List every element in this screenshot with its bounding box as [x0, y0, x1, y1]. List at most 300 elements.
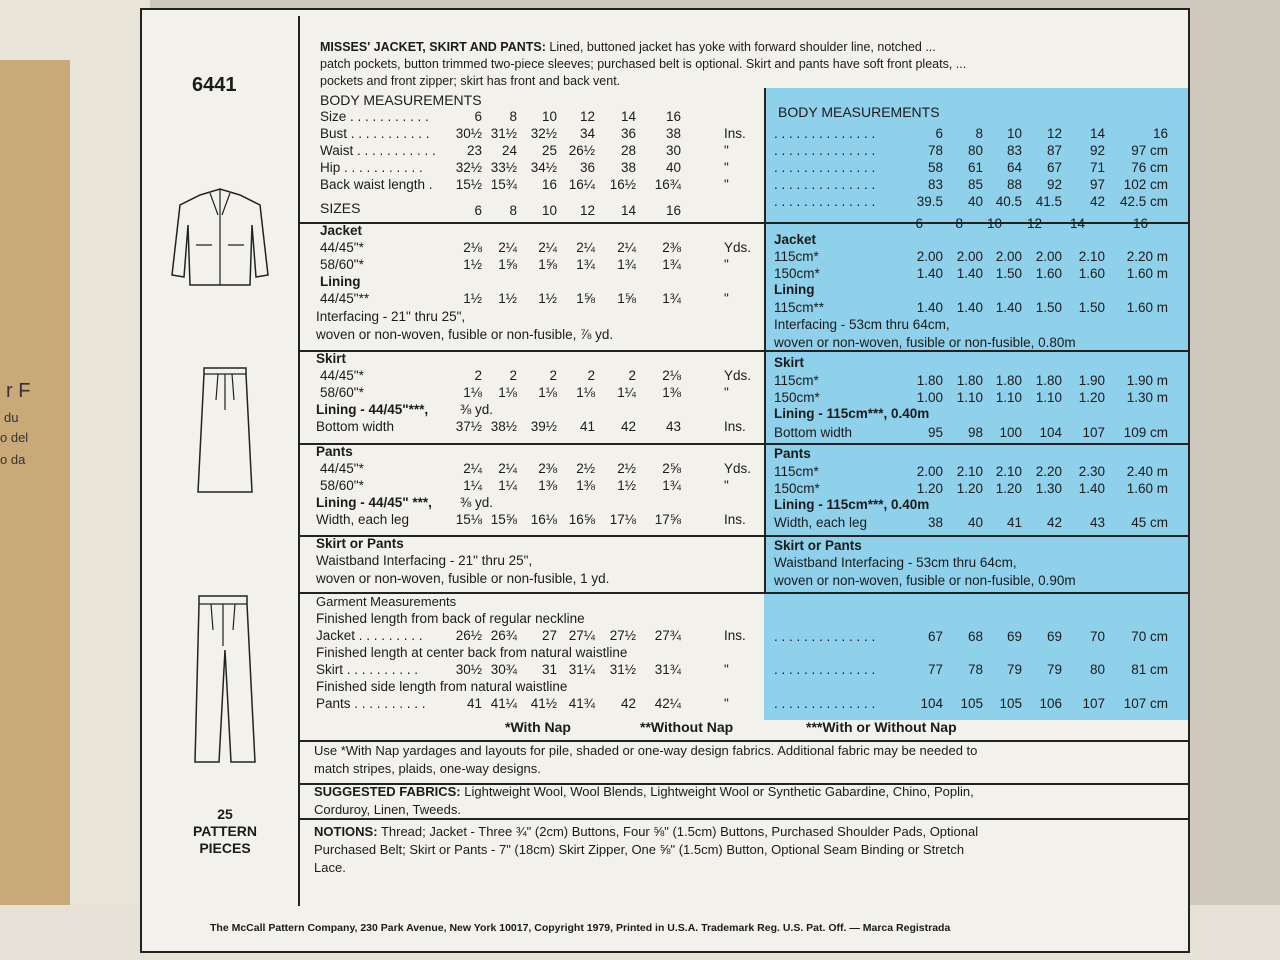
metric-value: 2.00 — [916, 464, 943, 479]
suggested-fabrics: Corduroy, Linen, Tweeds. — [314, 802, 461, 817]
row-label: 44/45"* — [320, 461, 364, 476]
metric-value: 102 cm — [1123, 177, 1168, 192]
imperial-value: 38 — [665, 126, 681, 141]
metric-value: 88 — [1006, 177, 1022, 192]
metric-value: 1.60 m — [1126, 266, 1168, 281]
metric-value: 69 — [1046, 629, 1062, 644]
imperial-value: 1⅜ — [576, 478, 595, 493]
metric-value: 104 — [1039, 425, 1062, 440]
metric-value: 1.20 — [1078, 390, 1105, 405]
imperial-value: 17⅝ — [654, 512, 681, 527]
metric-value: 42.5 cm — [1119, 194, 1168, 209]
metric-value: 69 — [1006, 629, 1022, 644]
imperial-value: 30 — [665, 143, 681, 158]
imperial-value: 1⅝ — [538, 257, 557, 272]
unit-label: " — [724, 257, 729, 272]
metric-value: 70 — [1089, 629, 1105, 644]
imperial-value: 31½ — [609, 662, 636, 677]
row-label: 115cm** — [774, 300, 825, 315]
nap-note: ***With or Without Nap — [806, 719, 957, 735]
imperial-value: 1⅝ — [576, 291, 595, 306]
lining-note: Lining - 44/45"***, — [316, 402, 429, 417]
section-label: Skirt — [316, 351, 347, 366]
size-value: 16 — [665, 203, 681, 218]
metric-value: 2.40 m — [1126, 464, 1168, 479]
imperial-value: 30½ — [455, 662, 482, 677]
metric-value: 8 — [975, 126, 983, 141]
metric-value: 67 — [927, 629, 943, 644]
metric-value: 2.00 — [956, 249, 983, 264]
imperial-value: 31¾ — [654, 662, 681, 677]
metric-value: 1.20 — [916, 481, 943, 496]
unit-label: Ins. — [724, 126, 746, 141]
imperial-value: 25 — [541, 143, 557, 158]
metric-value: 1.40 — [916, 300, 943, 315]
row-label: 44/45"* — [320, 368, 364, 383]
notions: Lace. — [314, 860, 346, 875]
size-value: 6 — [474, 109, 482, 124]
metric-value: 1.20 — [995, 481, 1022, 496]
metric-value: 39.5 — [916, 194, 943, 209]
interfacing-note: Interfacing - 21" thru 25", — [316, 309, 466, 324]
unit-label: " — [724, 177, 729, 192]
metric-value: 78 — [967, 662, 983, 677]
section-label: Pants — [316, 444, 353, 459]
section-label: Lining — [320, 274, 361, 289]
size-value: 16 — [665, 109, 681, 124]
lining-note: Lining - 115cm***, 0.40m — [774, 406, 930, 421]
imperial-value: 23 — [466, 143, 482, 158]
size-value: 12 — [1026, 216, 1042, 231]
size-value: 8 — [509, 203, 517, 218]
metric-value: 10 — [1006, 126, 1022, 141]
size-value: 10 — [541, 109, 557, 124]
imperial-value: 1⅝ — [617, 291, 636, 306]
row-label: . . . . . . . . . . . . . . — [774, 126, 876, 141]
imperial-value: 1½ — [617, 478, 636, 493]
imperial-value: 27½ — [609, 628, 636, 643]
imperial-value: 1⅝ — [498, 257, 517, 272]
imperial-value: 16¼ — [568, 177, 595, 192]
metric-value: 1.60 m — [1126, 300, 1168, 315]
row-label: . . . . . . . . . . . . . . — [774, 629, 876, 644]
unit-label: Yds. — [724, 368, 752, 383]
metric-value: 87 — [1046, 143, 1062, 158]
metric-value: 41.5 — [1035, 194, 1062, 209]
imperial-value: 16⅛ — [530, 512, 557, 527]
imperial-value: 1⅜ — [662, 385, 681, 400]
metric-value: 97 — [1089, 177, 1105, 192]
imperial-value: 41½ — [530, 696, 557, 711]
imperial-value: 16¾ — [654, 177, 681, 192]
metric-value: 1.10 — [1035, 390, 1062, 405]
imperial-value: 16 — [541, 177, 557, 192]
section-label: Skirt or Pants — [774, 538, 862, 553]
notions: NOTIONS: Thread; Jacket - Three ¾" (2cm) Buttons, Four ⅝" (1.5cm) Buttons, Purchased Shoulder Pads, Optional — [314, 824, 979, 839]
row-label: 58/60"* — [320, 257, 364, 272]
imperial-value: 16½ — [609, 177, 636, 192]
metric-value: 107 — [1082, 425, 1105, 440]
unit-label: " — [724, 143, 729, 158]
imperial-value: 1⅜ — [538, 478, 557, 493]
imperial-value: 2¼ — [463, 461, 482, 476]
metric-value: 42 — [1046, 515, 1062, 530]
imperial-value: 24 — [501, 143, 517, 158]
background-fragment: r F — [6, 380, 31, 402]
footer-copyright: The McCall Pattern Company, 230 Park Avenue, New York 10017, Copyright 1979, Printed in U.S.A. Trademark Reg. U.S. Pat. Off. — Marca Registrada — [210, 922, 951, 934]
imperial-value: 15⅝ — [490, 512, 517, 527]
imperial-value: 2⅜ — [662, 240, 681, 255]
imperial-value: 2 — [628, 368, 636, 383]
size-value: 12 — [579, 109, 595, 124]
interfacing-note: Interfacing - 53cm thru 64cm, — [774, 317, 950, 332]
metric-value: 61 — [967, 160, 983, 175]
metric-value: 1.20 — [956, 481, 983, 496]
metric-value: 76 cm — [1131, 160, 1168, 175]
metric-value: 2.20 — [1035, 464, 1062, 479]
unit-label: " — [724, 662, 729, 677]
imperial-value: 41 — [579, 419, 595, 434]
imperial-value: 1¾ — [576, 257, 595, 272]
lining-note: ⅜ yd. — [460, 402, 494, 417]
unit-label: " — [724, 160, 729, 175]
imperial-value: 2¼ — [498, 240, 517, 255]
imperial-value: 41 — [466, 696, 482, 711]
metric-value: 1.40 — [956, 300, 983, 315]
metric-value: 38 — [927, 515, 943, 530]
metric-value: 92 — [1089, 143, 1105, 158]
imperial-value: 41¼ — [490, 696, 517, 711]
metric-value: 1.80 — [916, 373, 943, 388]
imperial-value: 37½ — [455, 419, 482, 434]
section-label: Skirt or Pants — [316, 536, 404, 551]
imperial-value: 2⅛ — [463, 240, 482, 255]
metric-value: 98 — [967, 425, 983, 440]
metric-value: 1.80 — [956, 373, 983, 388]
imperial-value: 2 — [549, 368, 557, 383]
size-value: 6 — [474, 203, 482, 218]
use-note: Use *With Nap yardages and layouts for pile, shaded or one-way design fabrics. Additional fabric may be needed to — [314, 743, 978, 758]
metric-value: 77 — [927, 662, 943, 677]
imperial-value: 2 — [509, 368, 517, 383]
imperial-value: 31 — [541, 662, 557, 677]
row-label: 115cm* — [774, 249, 819, 264]
unit-label: " — [724, 291, 729, 306]
description-line1: MISSES' JACKET, SKIRT AND PANTS: Lined, buttoned jacket has yoke with forward shoulder line, notched ... — [320, 40, 936, 54]
imperial-value: 1¼ — [617, 385, 636, 400]
metric-value: 1.30 m — [1126, 390, 1168, 405]
imperial-value: 42¼ — [654, 696, 681, 711]
metric-value: 16 — [1152, 126, 1168, 141]
unit-label: Ins. — [724, 419, 746, 434]
metric-value: 83 — [927, 177, 943, 192]
imperial-value: 1½ — [463, 257, 482, 272]
row-label: . . . . . . . . . . . . . . — [774, 177, 876, 192]
imperial-value: 2 — [587, 368, 595, 383]
row-label: 58/60"* — [320, 478, 364, 493]
imperial-value: 26¾ — [490, 628, 517, 643]
unit-label: " — [724, 385, 729, 400]
imperial-value: 2¼ — [538, 240, 557, 255]
metric-value: 58 — [927, 160, 943, 175]
row-label: . . . . . . . . . . . . . . — [774, 160, 876, 175]
body-measurements-heading: BODY MEASUREMENTS — [320, 92, 482, 108]
imperial-value: 30¾ — [490, 662, 517, 677]
waistband-note: Waistband Interfacing - 21" thru 25", — [316, 553, 533, 568]
metric-value: 1.40 — [916, 266, 943, 281]
unit-label: Yds. — [724, 240, 752, 255]
imperial-value: 1⅛ — [538, 385, 557, 400]
unit-label: Ins. — [724, 628, 746, 643]
metric-value: 64 — [1006, 160, 1022, 175]
section-label: Lining — [774, 282, 815, 297]
skirt-sketch-icon — [190, 360, 260, 500]
metric-value: 2.00 — [1035, 249, 1062, 264]
imperial-value: 1⅛ — [498, 385, 517, 400]
metric-value: 107 cm — [1123, 696, 1168, 711]
size-value: 14 — [620, 203, 636, 218]
metric-value: 1.40 — [995, 300, 1022, 315]
metric-value: 14 — [1089, 126, 1105, 141]
row-label: Width, each leg — [774, 515, 868, 530]
metric-value: 78 — [927, 143, 943, 158]
garment-heading: Garment Measurements — [316, 594, 457, 609]
row-label: . . . . . . . . . . . . . . — [774, 143, 876, 158]
imperial-value: 2⅜ — [538, 461, 557, 476]
metric-value: 70 cm — [1131, 629, 1168, 644]
imperial-value: 26½ — [568, 143, 595, 158]
metric-value: 40 — [967, 194, 983, 209]
row-label: . . . . . . . . . . . . . . — [774, 194, 876, 209]
imperial-value: 32½ — [455, 160, 482, 175]
row-label: Skirt . . . . . . . . . . — [316, 662, 419, 677]
metric-value: 2.10 — [956, 464, 983, 479]
imperial-value: 42 — [620, 696, 636, 711]
background-fragment: du — [4, 410, 19, 425]
imperial-value: 2⅝ — [662, 461, 681, 476]
size-value: 12 — [579, 203, 595, 218]
imperial-value: 2½ — [576, 461, 595, 476]
imperial-value: 1¼ — [463, 478, 482, 493]
unit-label: Yds. — [724, 461, 752, 476]
imperial-value: 1¾ — [662, 257, 681, 272]
section-label: Jacket — [774, 232, 817, 247]
metric-value: 79 — [1046, 662, 1062, 677]
use-note: match stripes, plaids, one-way designs. — [314, 761, 541, 776]
imperial-value: 1⅛ — [576, 385, 595, 400]
garment-note: Finished length from back of regular neckline — [316, 611, 585, 626]
imperial-value: 2¼ — [617, 240, 636, 255]
metric-value: 2.20 m — [1126, 249, 1168, 264]
row-label: . . . . . . . . . . . . . . — [774, 662, 876, 677]
metric-value: 41 — [1006, 515, 1022, 530]
metric-value: 100 — [999, 425, 1022, 440]
notions: Purchased Belt; Skirt or Pants - 7" (18cm) Skirt Zipper, One ⅝" (1.5cm) Button, Optional Seam Binding or Stretch — [314, 842, 965, 857]
sizes-label: SIZES — [320, 200, 361, 216]
pattern-number: 6441 — [192, 74, 237, 96]
unit-label: " — [724, 696, 729, 711]
description-line3: pockets and front zipper; skirt has front and back vent. — [320, 74, 621, 88]
metric-value: 68 — [967, 629, 983, 644]
imperial-value: 41¾ — [568, 696, 595, 711]
metric-value: 1.10 — [956, 390, 983, 405]
nap-note: *With Nap — [505, 719, 571, 735]
imperial-value: 2¼ — [498, 461, 517, 476]
interfacing-note: woven or non-woven, fusible or non-fusible, ⅞ yd. — [316, 327, 614, 342]
size-value: 14 — [620, 109, 636, 124]
size-value: 10 — [986, 216, 1002, 231]
metric-value: 80 — [967, 143, 983, 158]
metric-value: 2.00 — [916, 249, 943, 264]
size-value: 8 — [955, 216, 963, 231]
metric-value: 104 — [920, 696, 943, 711]
metric-value: 1.00 — [916, 390, 943, 405]
imperial-value: 26½ — [455, 628, 482, 643]
imperial-value: 42 — [620, 419, 636, 434]
metric-value: 43 — [1089, 515, 1105, 530]
metric-value: 83 — [1006, 143, 1022, 158]
imperial-value: 34 — [579, 126, 595, 141]
metric-value: 2.30 — [1078, 464, 1105, 479]
row-label: Jacket . . . . . . . . . — [316, 628, 423, 643]
metric-value: 40.5 — [995, 194, 1022, 209]
waistband-note: Waistband Interfacing - 53cm thru 64cm, — [774, 555, 1017, 570]
metric-value: 109 cm — [1123, 425, 1168, 440]
imperial-value: 1½ — [498, 291, 517, 306]
imperial-value: 1¾ — [662, 478, 681, 493]
metric-value: 45 cm — [1131, 515, 1168, 530]
imperial-value: 27¾ — [654, 628, 681, 643]
pattern-pieces: 25 PATTERN PIECES — [192, 806, 258, 856]
row-label: Bottom width — [774, 425, 853, 440]
metric-value: 2.10 — [1078, 249, 1105, 264]
imperial-value: 1¼ — [498, 478, 517, 493]
imperial-value: 43 — [665, 419, 681, 434]
imperial-value: 38½ — [490, 419, 517, 434]
waistband-note: woven or non-woven, fusible or non-fusible, 1 yd. — [316, 571, 610, 586]
background-fragment: o del — [0, 430, 29, 445]
metric-value: 2.10 — [995, 464, 1022, 479]
imperial-value: 40 — [665, 160, 681, 175]
description-line2: patch pockets, button trimmed two-piece sleeves; purchased belt is optional. Skirt and pants have soft front pleats, ... — [320, 57, 967, 71]
row-label: . . . . . . . . . . . . . . — [774, 696, 876, 711]
metric-value: 92 — [1046, 177, 1062, 192]
imperial-value: 2⅛ — [662, 368, 681, 383]
unit-label: Ins. — [724, 512, 746, 527]
imperial-value: 16⅝ — [568, 512, 595, 527]
pants-sketch-icon — [185, 590, 265, 770]
metric-value: 106 — [1039, 696, 1062, 711]
background-fragment: o da — [0, 452, 26, 467]
size-value: 6 — [915, 216, 923, 231]
size-value: 8 — [509, 109, 517, 124]
metric-value: 1.60 — [1035, 266, 1062, 281]
metric-value: 1.90 — [1078, 373, 1105, 388]
metric-value: 12 — [1046, 126, 1062, 141]
metric-value: 1.80 — [995, 373, 1022, 388]
metric-value: 81 cm — [1131, 662, 1168, 677]
row-label: 150cm* — [774, 266, 820, 281]
metric-value: 71 — [1089, 160, 1105, 175]
imperial-value: 2 — [474, 368, 482, 383]
jacket-sketch-icon — [160, 185, 280, 295]
row-label: Waist . . . . . . . . . . . — [320, 143, 436, 158]
imperial-value: 31½ — [490, 126, 517, 141]
metric-value: 1.40 — [956, 266, 983, 281]
imperial-value: 1¾ — [617, 257, 636, 272]
imperial-value: 36 — [579, 160, 595, 175]
row-label: Bust . . . . . . . . . . . — [320, 126, 430, 141]
imperial-value: 28 — [620, 143, 636, 158]
waistband-note: woven or non-woven, fusible or non-fusible, 0.90m — [774, 573, 1076, 588]
metric-value: 105 — [999, 696, 1022, 711]
imperial-value: 1¾ — [662, 291, 681, 306]
metric-value: 67 — [1046, 160, 1062, 175]
unit-label: " — [724, 478, 729, 493]
size-value: 10 — [541, 203, 557, 218]
row-label: 115cm* — [774, 373, 819, 388]
metric-value: 1.50 — [995, 266, 1022, 281]
lining-note: Lining - 44/45" ***, — [316, 495, 432, 510]
row-label: Back waist length . — [320, 177, 433, 192]
imperial-value: 32½ — [530, 126, 557, 141]
metric-value: 85 — [967, 177, 983, 192]
metric-value: 105 — [960, 696, 983, 711]
metric-value: 1.10 — [995, 390, 1022, 405]
imperial-value: 2½ — [617, 461, 636, 476]
lining-note: Lining - 115cm***, 0.40m — [774, 497, 930, 512]
row-label: Width, each leg — [316, 512, 410, 527]
suggested-fabrics: SUGGESTED FABRICS: Lightweight Wool, Wool Blends, Lightweight Wool or Synthetic Gabardine, Chino, Poplin, — [314, 784, 974, 799]
metric-value: 40 — [967, 515, 983, 530]
imperial-value: 27 — [541, 628, 557, 643]
imperial-value: 34½ — [530, 160, 557, 175]
nap-note: **Without Nap — [640, 719, 734, 735]
metric-value: 107 — [1082, 696, 1105, 711]
row-label: Pants . . . . . . . . . . — [316, 696, 426, 711]
metric-value: 1.80 — [1035, 373, 1062, 388]
metric-value: 95 — [927, 425, 943, 440]
garment-note: Finished side length from natural waistline — [316, 679, 568, 694]
row-label: 44/45"* — [320, 240, 364, 255]
row-label: Hip . . . . . . . . . . . — [320, 160, 423, 175]
imperial-value: 31¼ — [568, 662, 595, 677]
metric-value: 1.60 m — [1126, 481, 1168, 496]
metric-value: 1.40 — [1078, 481, 1105, 496]
lining-note: ⅜ yd. — [460, 495, 494, 510]
metric-value: 2.00 — [995, 249, 1022, 264]
size-value: 14 — [1069, 216, 1085, 231]
metric-value: 1.30 — [1035, 481, 1062, 496]
row-label: Bottom width — [316, 419, 395, 434]
interfacing-note: woven or non-woven, fusible or non-fusible, 0.80m — [774, 335, 1076, 350]
metric-value: 1.50 — [1078, 300, 1105, 315]
metric-value: 6 — [935, 126, 943, 141]
metric-value: 80 — [1089, 662, 1105, 677]
row-label: 44/45"** — [320, 291, 370, 306]
metric-value: 42 — [1089, 194, 1105, 209]
row-label: 58/60"* — [320, 385, 364, 400]
metric-value: 79 — [1006, 662, 1022, 677]
metric-value: 1.60 — [1078, 266, 1105, 281]
imperial-value: 1⅛ — [463, 385, 482, 400]
section-label: Pants — [774, 446, 811, 461]
imperial-value: 38 — [620, 160, 636, 175]
imperial-value: 2¼ — [576, 240, 595, 255]
imperial-value: 39½ — [530, 419, 557, 434]
imperial-value: 33½ — [490, 160, 517, 175]
section-label: Skirt — [774, 355, 805, 370]
